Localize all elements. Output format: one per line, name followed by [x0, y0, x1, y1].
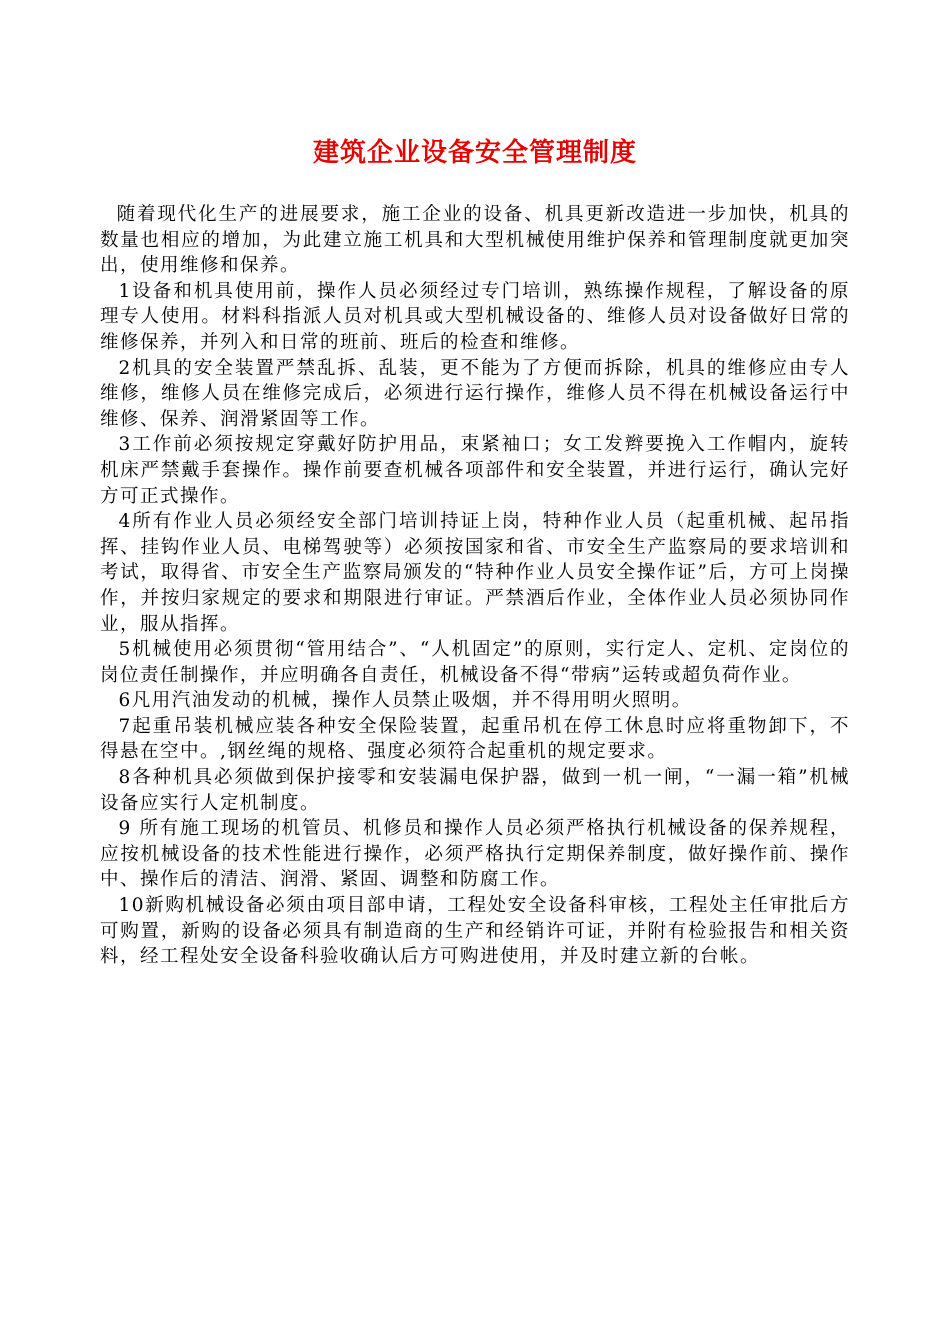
rule-paragraph-5: 5机械使用必须贯彻“管用结合”、“人机固定”的原则，实行定人、定机、定岗位的岗位责任制操作，并应明确各自责任，机械设备不得“带病”运转或超负荷作业。	[100, 639, 850, 686]
rule-paragraph-1: 1设备和机具使用前，操作人员必须经过专门培训，熟练操作规程，了解设备的原理专人使用。材料科指派人员对机具或大型机械设备的、维修人员对设备做好日常的维修保养，并列入和日常的班前、班后的检查和维修。	[100, 280, 850, 353]
rule-paragraph-7: 7起重吊装机械应装各种安全保险装置，起重吊机在停工休息时应将重物卸下，不得悬在空中。,钢丝绳的规格、强度必须符合起重机的规定要求。	[100, 715, 850, 763]
rule-paragraph-3: 3工作前必须按规定穿戴好防护用品，束紧袖口；女工发辫要挽入工作帽内，旋转机床严禁戴手套操作。操作前要查机械各项部件和安全装置，并进行运行，确认完好方可正式操作。	[100, 434, 850, 507]
rule-paragraph-6: 6凡用汽油发动的机械，操作人员禁止吸烟，并不得用明火照明。	[118, 690, 692, 712]
rule-paragraph-8: 8各种机具必须做到保护接零和安装漏电保护器，做到一机一闸，“一漏一箱”机械设备应实行人定机制度。	[100, 767, 850, 814]
intro-paragraph: 随着现代化生产的进展要求，施工企业的设备、机具更新改造进一步加快，机具的数量也相应的增加，为此建立施工机具和大型机械使用维护保养和管理制度就更加突出，使用维修和保养。	[100, 204, 850, 277]
document-title: 建筑企业设备安全管理制度	[312, 138, 637, 168]
rule-paragraph-9: 9 所有施工现场的机管员、机修员和操作人员必须严格执行机械设备的保养规程，应按机械设备的技术性能进行操作，必须严格执行定期保养制度，做好操作前、操作中、操作后的清洁、润滑、紧固、调整和防腐工作。	[100, 818, 850, 891]
document-body	[100, 202, 850, 970]
rule-paragraph-4: 4所有作业人员必须经安全部门培训持证上岗，特种作业人员（起重机械、起吊指挥、挂钩作业人员、电梯驾驶等）必须按国家和省、市安全生产监察局的要求培训和考试，取得省、市安全生产监察局颁发的“特种作业人员安全操作证”后，方可上岗操作，并按归家规定的要求和期限进行审证。严禁酒后作业，全体作业人员必须协同作业，服从指挥。	[100, 511, 850, 635]
rule-paragraph-10: 10新购机械设备必须由项目部申请，工程处安全设备科审核，工程处主任审批后方可购置，新购的设备必须具有制造商的生产和经销许可证，并附有检验报告和相关资料，经工程处安全设备科验收确认后方可购进使用，并及时建立新的台帐。	[100, 895, 850, 968]
rule-paragraph-2: 2机具的安全装置严禁乱拆、乱装，更不能为了方便而拆除，机具的维修应由专人维修，维修人员在维修完成后，必须进行运行操作，维修人员不得在机械设备运行中维修、保养、润滑紧固等工作。	[100, 357, 850, 430]
